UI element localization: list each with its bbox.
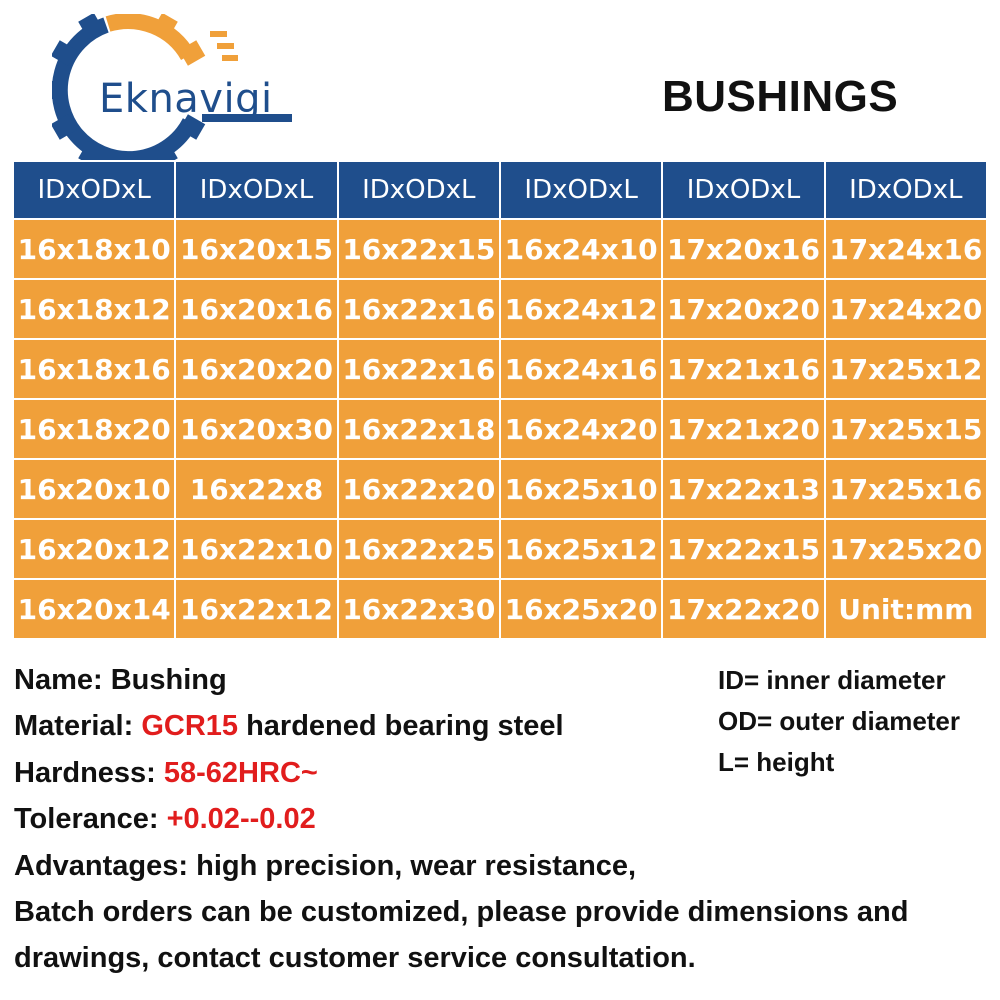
table-row: [13, 279, 987, 339]
size-table: [12, 160, 988, 640]
size-cell: 16x18x10: [13, 219, 175, 279]
size-cell: 16x22x20: [338, 459, 500, 519]
size-cell: 17x20x20: [662, 279, 824, 339]
column-header: IDxODxL: [338, 161, 500, 219]
size-cell: 16x24x20: [500, 399, 662, 459]
size-cell: 17x22x20: [662, 579, 824, 639]
table-row: [13, 339, 987, 399]
batch-note-line1: Batch orders can be customized, please provide dimensions and: [14, 896, 909, 928]
legend-od: OD= outer diameter: [718, 706, 961, 736]
size-cell: 16x18x12: [13, 279, 175, 339]
size-cell: 17x25x16: [825, 459, 987, 519]
column-header: IDxODxL: [662, 161, 824, 219]
column-header: IDxODxL: [13, 161, 175, 219]
spec-label: Name:: [14, 664, 111, 696]
size-cell: 16x20x30: [175, 399, 337, 459]
column-header: IDxODxL: [825, 161, 987, 219]
size-cell: 16x22x8: [175, 459, 337, 519]
size-cell: 16x20x12: [13, 519, 175, 579]
spec-tolerance: [14, 803, 316, 836]
spec-material: [14, 710, 564, 743]
size-cell: 17x21x16: [662, 339, 824, 399]
spec-advantages: Advantages: high precision, wear resistance,: [14, 850, 637, 882]
table-row: [13, 459, 987, 519]
brand-logo: [52, 14, 332, 164]
size-cell: 16x24x12: [500, 279, 662, 339]
size-cell: 17x24x16: [825, 219, 987, 279]
spec-label: Hardness:: [14, 757, 164, 789]
column-header: IDxODxL: [175, 161, 337, 219]
hardness-value: 58-62HRC~: [163, 757, 318, 789]
size-cell: 16x22x15: [338, 219, 500, 279]
size-cell: 17x25x12: [825, 339, 987, 399]
material-grade: GCR15: [141, 710, 239, 742]
spec-hardness: [14, 757, 318, 790]
spec-label: Tolerance:: [14, 803, 167, 835]
size-cell: 16x24x10: [500, 219, 662, 279]
legend-l: L= height: [718, 747, 835, 777]
table-row: [13, 579, 987, 639]
size-cell: 16x25x10: [500, 459, 662, 519]
size-cell: 16x24x16: [500, 339, 662, 399]
size-cell: 17x22x13: [662, 459, 824, 519]
logo-text: Eknavigi: [99, 76, 273, 122]
table-row: [13, 519, 987, 579]
size-cell: 16x22x16: [338, 279, 500, 339]
size-cell: 16x25x12: [500, 519, 662, 579]
table-row: [13, 219, 987, 279]
size-cell: 16x20x10: [13, 459, 175, 519]
size-cell: 16x18x16: [13, 339, 175, 399]
size-cell: 17x20x16: [662, 219, 824, 279]
size-cell: 16x22x16: [338, 339, 500, 399]
size-cell: 16x25x20: [500, 579, 662, 639]
spec-name: [14, 664, 227, 697]
size-cell: 16x20x15: [175, 219, 337, 279]
column-header: IDxODxL: [500, 161, 662, 219]
size-cell: 16x22x12: [175, 579, 337, 639]
table-row: [13, 399, 987, 459]
size-cell: 16x20x14: [13, 579, 175, 639]
spec-label: Material:: [14, 710, 142, 742]
size-cell: 17x24x20: [825, 279, 987, 339]
size-cell: 16x22x30: [338, 579, 500, 639]
spec-value: hardened bearing steel: [238, 710, 564, 742]
size-cell: 17x22x15: [662, 519, 824, 579]
page-title: BUSHINGS: [662, 72, 899, 121]
size-cell: 16x20x20: [175, 339, 337, 399]
table-header-row: [13, 161, 987, 219]
size-cell: 16x18x20: [13, 399, 175, 459]
size-cell: 16x20x16: [175, 279, 337, 339]
tolerance-value: +0.02--0.02: [166, 803, 316, 835]
batch-note-line2: drawings, contact customer service consultation.: [14, 942, 696, 974]
size-cell: 17x25x15: [825, 399, 987, 459]
spec-value: Bushing: [110, 664, 227, 696]
size-cell: 16x22x25: [338, 519, 500, 579]
size-cell: 17x21x20: [662, 399, 824, 459]
unit-cell: Unit:mm: [825, 579, 987, 639]
size-cell: 17x25x20: [825, 519, 987, 579]
size-cell: 16x22x10: [175, 519, 337, 579]
size-cell: 16x22x18: [338, 399, 500, 459]
legend-id: ID= inner diameter: [718, 665, 946, 695]
